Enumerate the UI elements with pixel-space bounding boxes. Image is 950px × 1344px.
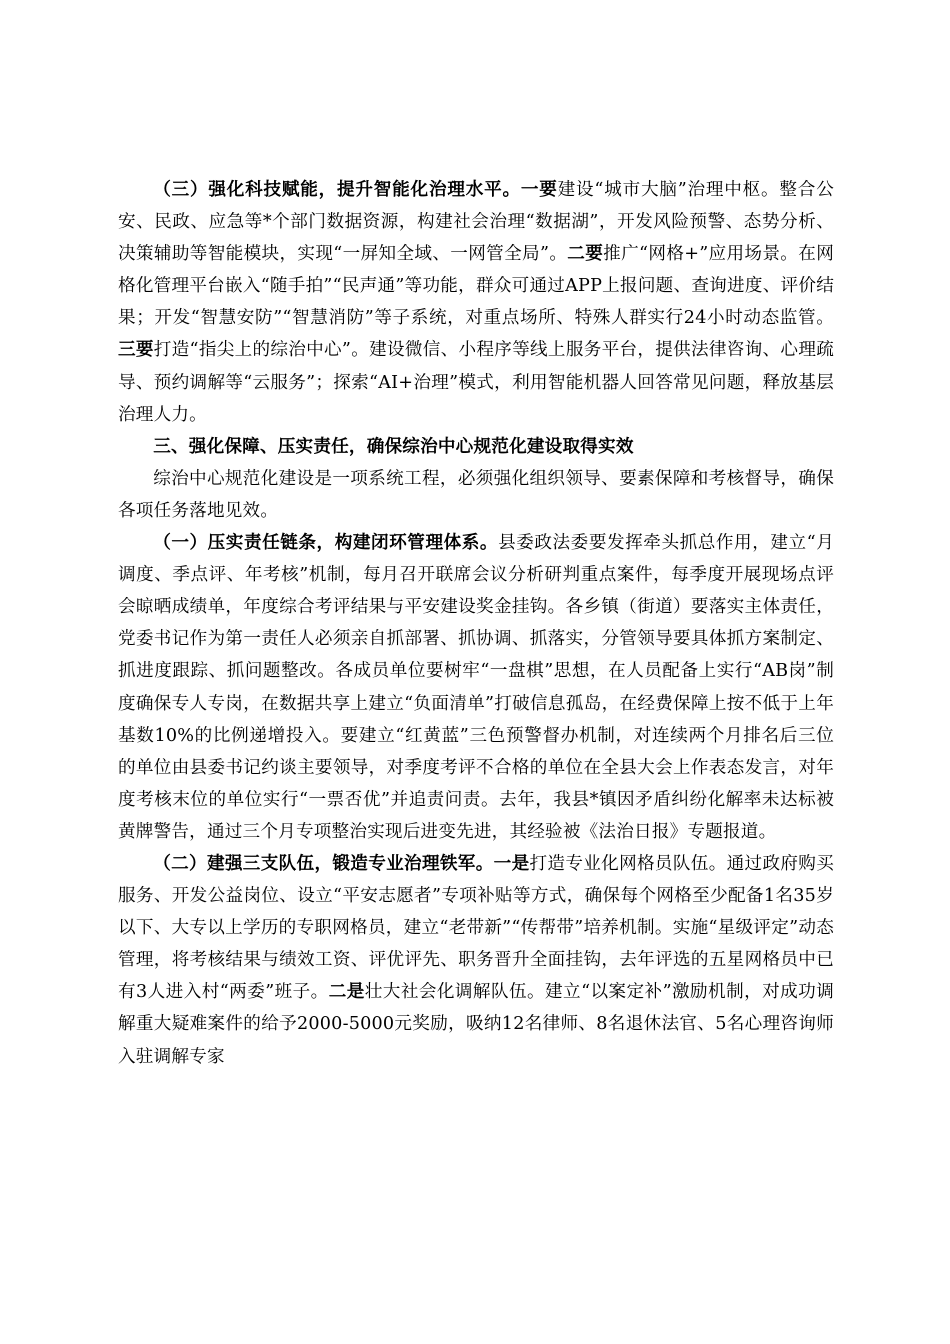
responsibility-text: 县委政法委要发挥牵头抓总作用，建立“月调度、季点评、年考核”机制，每月召开联席会议分析研判重点案件，每季度开展现场点评会晾晒成绩单，年度综合考评结果与平安建设奖金挂钩。各乡镇（街道）要落实主体责任，党委书记作为第一责任人必须亲自抓部署、抓协调、抓落实，分管领导要具体抓方案制定、抓进度跟踪、抓问题整改。各成员单位要树牢“一盘棋”思想，在人员配备上实行“AB岗”制度确保专人专岗，在数据共享上建立“负面清单”打破信息孤岛，在经费保障上按不低于上年基数10%的比例递增投入。要建立“红黄蓝”三色预警督办机制，对连续两个月排名后三位的单位由县委书记约谈主要领导，对季度考评不合格的单位在全县大会上作表态发言，对年度考核末位的单位实行“一票否优”并追责问责。去年，我县*镇因矛盾纠纷化解率未达标被黄牌警告，通过三个月专项整治实现后进变先进，其经验被《法治日报》专题报道。 — [118, 533, 835, 842]
paragraph-1-responsibility — [118, 527, 834, 848]
paragraph-2-teams — [118, 848, 834, 1073]
point-2-label: 二要 — [567, 243, 604, 265]
team-1-label: 一是 — [493, 852, 530, 874]
heading-3-tech: （三）强化科技赋能，提升智能化治理水平。 — [153, 179, 521, 200]
paragraph-section-intro — [118, 463, 834, 527]
section-heading-3 — [118, 431, 834, 463]
heading-1-responsibility: （一）压实责任链条，构建闭环管理体系。 — [153, 532, 499, 554]
paragraph-3-tech-empowerment — [118, 174, 834, 431]
team-2-text: 壮大社会化调解队伍。建立“以案定补”激励机制，对成功调解重大疑难案件的给予2000-5000元奖励，吸纳12名律师、8名退休法官、5名心理咨询师入驻调解专家 — [118, 982, 834, 1067]
point-1-label: 一要 — [520, 179, 558, 200]
point-1-text: 建设“城市大脑”治理中枢。整合公安、民政、应急等*个部门数据资源，构建社会治理“数据湖”，开发风险预警、态势分析、决策辅助等智能模块，实现“一屏知全域、一网管全局”。 — [118, 180, 834, 265]
team-1-text: 打造专业化网格员队伍。通过政府购买服务、开发公益岗位、设立“平安志愿者”专项补贴等方式，确保每个网格至少配备1名35岁以下、大专以上学历的专职网格员，建立“老带新”“传帮带”培养机制。实施“星级评定”动态管理，将考核结果与绩效工资、评优评先、职务晋升全面挂钩，去年评选的五星网格员中已有3人进入村“两委”班子。 — [118, 853, 834, 1003]
team-2-label: 二是 — [328, 981, 365, 1003]
document-page — [118, 174, 834, 1073]
point-2-text: 推广“网格+”应用场景。在网格化管理平台嵌入“随手拍”“民声通”等功能，群众可通过APP上报问题、查询进度、评价结果；开发“智慧安防”“智慧消防”等子系统，对重点场所、特殊人群实行24小时动态监管。 — [118, 244, 834, 329]
point-3-text: 打造“指尖上的综治中心”。建设微信、小程序等线上服务平台，提供法律咨询、心理疏导、预约调解等“云服务”；探索“AI+治理”模式，利用智能机器人回答常见问题，释放基层治理人力。 — [118, 340, 835, 425]
section-intro-text: 综治中心规范化建设是一项系统工程，必须强化组织领导、要素保障和考核督导，确保各项任务落地见效。 — [118, 468, 834, 521]
section-3-title: 三、强化保障、压实责任，确保综治中心规范化建设取得实效 — [153, 435, 634, 457]
point-3-label: 三要 — [118, 339, 154, 361]
heading-2-teams: （二）建强三支队伍，锻造专业治理铁军。 — [153, 852, 494, 874]
